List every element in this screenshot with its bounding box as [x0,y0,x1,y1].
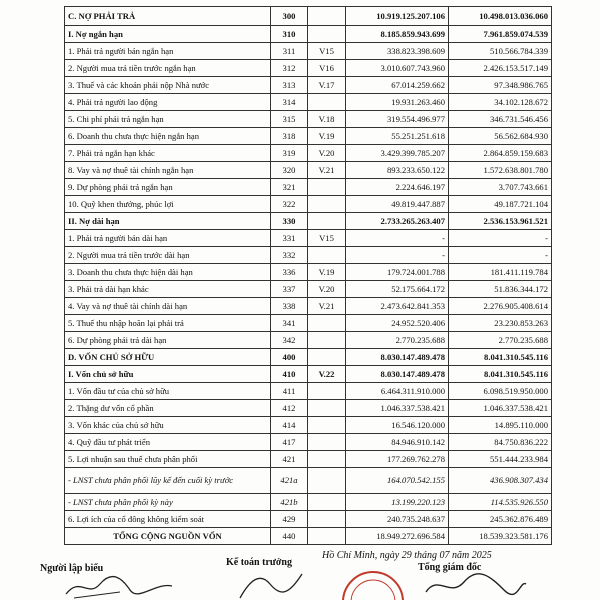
row-note: V15 [308,43,346,60]
row-note: V.18 [308,111,346,128]
prior-period-value: 114.535.926.550 [449,494,552,511]
current-period-value: 3.429.399.785.207 [346,145,449,162]
row-label: 4. Vay và nợ thuê tài chính dài hạn [65,298,271,315]
current-period-value: 8.030.147.489.478 [346,366,449,383]
row-code: 313 [271,77,308,94]
prior-period-value: 436.908.307.434 [449,468,552,494]
row-label: 6. Lợi ích của cổ đông không kiểm soát [65,511,271,528]
table-row [65,298,552,315]
current-period-value: 10.919.125.207.106 [346,7,449,26]
prior-period-value: 14.895.110.000 [449,417,552,434]
row-label: 4. Quỹ đầu tư phát triển [65,434,271,451]
row-note [308,213,346,230]
row-note: V.19 [308,128,346,145]
row-note [308,417,346,434]
current-period-value: 179.724.001.788 [346,264,449,281]
row-note [308,332,346,349]
current-period-value: 16.546.120.000 [346,417,449,434]
prior-period-value: - [449,247,552,264]
table-row [65,400,552,417]
row-label: 3. Doanh thu chưa thực hiện dài hạn [65,264,271,281]
row-label: 5. Chi phí phải trả ngắn hạn [65,111,271,128]
row-note: V.22 [308,366,346,383]
prior-period-value: 97.348.986.765 [449,77,552,94]
row-code: 315 [271,111,308,128]
row-code: 314 [271,94,308,111]
row-code: 400 [271,349,308,366]
row-code: 300 [271,7,308,26]
table-row [65,247,552,264]
preparer-signature [60,572,180,600]
row-note: V16 [308,60,346,77]
row-code: 338 [271,298,308,315]
table-row [65,494,552,511]
prior-period-value: 56.562.684.930 [449,128,552,145]
row-code: 336 [271,264,308,281]
row-label: I. Vốn chủ sở hữu [65,366,271,383]
current-period-value: 84.946.910.142 [346,434,449,451]
prior-period-value: 2.536.153.961.521 [449,213,552,230]
row-label: 1. Phải trả người bán ngắn hạn [65,43,271,60]
table-row [65,281,552,298]
row-label: C. NỢ PHẢI TRẢ [65,7,271,26]
table-row [65,213,552,230]
row-label: 4. Phải trả người lao động [65,94,271,111]
row-label: I. Nợ ngắn hạn [65,26,271,43]
table-row [65,349,552,366]
current-period-value: 8.185.859.943.699 [346,26,449,43]
current-period-value: 893.233.650.122 [346,162,449,179]
prior-period-value: 181.411.119.784 [449,264,552,281]
current-period-value: 177.269.762.278 [346,451,449,468]
table-row [65,468,552,494]
balance-sheet-liabilities-table [64,6,552,545]
row-note: V15 [308,230,346,247]
current-period-value: 2.473.642.841.353 [346,298,449,315]
current-period-value: 319.554.496.977 [346,111,449,128]
current-period-value: 338.823.398.609 [346,43,449,60]
table-row [65,230,552,247]
table-body [65,7,552,545]
table-row [65,366,552,383]
table-row [65,264,552,281]
row-code: 417 [271,434,308,451]
table-row [65,332,552,349]
row-code: 410 [271,366,308,383]
row-code: 318 [271,128,308,145]
prior-period-value: 1.572.638.801.780 [449,162,552,179]
prior-period-value: 34.102.128.672 [449,94,552,111]
prior-period-value: 346.731.546.456 [449,111,552,128]
table-row [65,434,552,451]
row-code: 429 [271,511,308,528]
row-note [308,247,346,264]
current-period-value: 1.046.337.538.421 [346,400,449,417]
prior-period-value: 6.098.519.950.000 [449,383,552,400]
row-label: II. Nợ dài hạn [65,213,271,230]
row-note [308,196,346,213]
row-note [308,528,346,545]
current-period-value: 164.070.542.155 [346,468,449,494]
table-row [65,43,552,60]
current-period-value: - [346,230,449,247]
row-label: 2. Thặng dư vốn cổ phần [65,400,271,417]
prior-period-value: 51.836.344.172 [449,281,552,298]
row-label: 6. Doanh thu chưa thực hiện ngắn hạn [65,128,271,145]
row-label: - LNST chưa phân phối kỳ này [65,494,271,511]
prior-period-value: 23.230.853.263 [449,315,552,332]
prior-period-value: 8.041.310.545.116 [449,349,552,366]
table-row [65,528,552,545]
current-period-value: 18.949.272.696.584 [346,528,449,545]
row-code: 320 [271,162,308,179]
current-period-value: - [346,247,449,264]
director-signature [420,572,530,600]
row-note [308,434,346,451]
row-note: V.20 [308,281,346,298]
current-period-value: 2.770.235.688 [346,332,449,349]
table-row [65,315,552,332]
row-label: 1. Vốn đầu tư của chủ sở hữu [65,383,271,400]
table-row [65,145,552,162]
row-label: 9. Dự phòng phải trả ngắn hạn [65,179,271,196]
row-code: 332 [271,247,308,264]
row-code: 440 [271,528,308,545]
chief-accountant-title: Kế toán trưởng [226,557,292,568]
current-period-value: 24.952.520.406 [346,315,449,332]
current-period-value: 6.464.311.910.000 [346,383,449,400]
table-row [65,179,552,196]
row-label: 2. Người mua trả tiền trước dài hạn [65,247,271,264]
row-code: 321 [271,179,308,196]
row-label: 5. Lợi nhuận sau thuế chưa phân phối [65,451,271,468]
table-row [65,60,552,77]
row-note [308,400,346,417]
row-note [308,451,346,468]
row-code: 330 [271,213,308,230]
current-period-value: 52.175.664.172 [346,281,449,298]
row-label: TỔNG CỘNG NGUỒN VỐN [65,528,271,545]
row-code: 341 [271,315,308,332]
row-note [308,468,346,494]
table-row [65,511,552,528]
prior-period-value: 510.566.784.339 [449,43,552,60]
row-label: 7. Phải trả ngắn hạn khác [65,145,271,162]
row-code: 421b [271,494,308,511]
row-label: 5. Thuế thu nhập hoãn lại phải trả [65,315,271,332]
row-code: 342 [271,332,308,349]
prior-period-value: 2.770.235.688 [449,332,552,349]
place-and-date: Hồ Chí Minh, ngày 29 tháng 07 năm 2025 [322,550,492,561]
prior-period-value: 2.276.905.408.614 [449,298,552,315]
row-note: V.21 [308,298,346,315]
row-label: 3. Thuế và các khoản phải nộp Nhà nước [65,77,271,94]
row-note [308,383,346,400]
current-period-value: 67.014.259.662 [346,77,449,94]
general-director-title: Tổng giám đốc [418,562,482,573]
row-note [308,349,346,366]
table-row [65,383,552,400]
current-period-value: 13.199.220.123 [346,494,449,511]
current-period-value: 2.733.265.263.407 [346,213,449,230]
table-row [65,111,552,128]
current-period-value: 240.735.248.637 [346,511,449,528]
row-label: 3. Vốn khác của chủ sở hữu [65,417,271,434]
row-note: V.17 [308,77,346,94]
row-note: V.21 [308,162,346,179]
row-code: 310 [271,26,308,43]
row-code: 414 [271,417,308,434]
row-note [308,315,346,332]
prior-period-value: 3.707.743.661 [449,179,552,196]
row-label: 6. Dự phòng phải trả dài hạn [65,332,271,349]
current-period-value: 55.251.251.618 [346,128,449,145]
row-code: 312 [271,60,308,77]
table-row [65,417,552,434]
row-note [308,94,346,111]
row-label: 8. Vay và nợ thuê tài chính ngắn hạn [65,162,271,179]
prior-period-value: 2.864.859.159.683 [449,145,552,162]
row-label: - LNST chưa phân phối lũy kế đến cuối kỳ trước [65,468,271,494]
current-period-value: 3.010.607.743.960 [346,60,449,77]
accountant-signature [230,570,310,600]
row-code: 337 [271,281,308,298]
row-note [308,511,346,528]
prior-period-value: 49.187.721.104 [449,196,552,213]
row-label: 10. Quỹ khen thưởng, phúc lợi [65,196,271,213]
current-period-value: 19.931.263.460 [346,94,449,111]
row-code: 311 [271,43,308,60]
row-code: 412 [271,400,308,417]
row-note [308,26,346,43]
table-row [65,196,552,213]
prior-period-value: 1.046.337.538.421 [449,400,552,417]
row-code: 331 [271,230,308,247]
prior-period-value: 18.539.323.581.176 [449,528,552,545]
current-period-value: 2.224.646.197 [346,179,449,196]
table-row [65,26,552,43]
prior-period-value: 245.362.876.489 [449,511,552,528]
current-period-value: 8.030.147.489.478 [346,349,449,366]
prior-period-value: - [449,230,552,247]
row-note [308,179,346,196]
row-note: V.19 [308,264,346,281]
prior-period-value: 7.961.859.074.539 [449,26,552,43]
row-note: V.20 [308,145,346,162]
table-row [65,7,552,26]
prior-period-value: 2.426.153.517.149 [449,60,552,77]
row-note [308,7,346,26]
row-code: 421a [271,468,308,494]
row-label: 2. Người mua trả tiền trước ngắn hạn [65,60,271,77]
table-row [65,94,552,111]
row-label: D. VỐN CHỦ SỞ HỮU [65,349,271,366]
current-period-value: 49.819.447.887 [346,196,449,213]
company-seal [338,568,408,600]
prior-period-value: 551.444.233.984 [449,451,552,468]
prior-period-value: 8.041.310.545.116 [449,366,552,383]
row-note [308,494,346,511]
row-label: 3. Phải trả dài hạn khác [65,281,271,298]
preparer-title: Người lập biểu [40,563,104,574]
table-row [65,451,552,468]
row-code: 319 [271,145,308,162]
prior-period-value: 84.750.836.222 [449,434,552,451]
prior-period-value: 10.498.013.036.060 [449,7,552,26]
row-label: 1. Phải trả người bán dài hạn [65,230,271,247]
row-code: 421 [271,451,308,468]
table-row [65,128,552,145]
row-code: 322 [271,196,308,213]
table-row [65,162,552,179]
table-row [65,77,552,94]
row-code: 411 [271,383,308,400]
